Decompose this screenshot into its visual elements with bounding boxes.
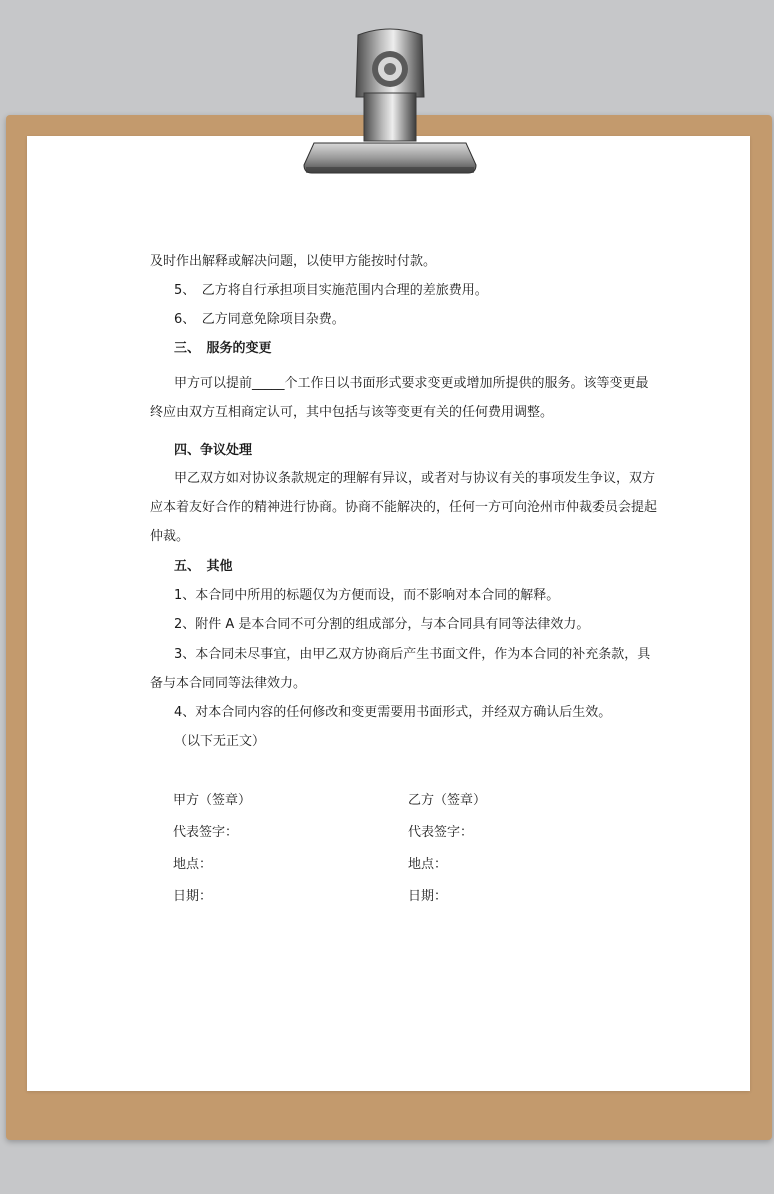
- doc-line: 仲裁。: [150, 529, 190, 544]
- party-b-seal-label: 乙方（签章）: [408, 793, 487, 808]
- party-a-date-label: 日期：: [173, 889, 213, 904]
- doc-line: 2、附件 A 是本合同不可分割的组成部分，与本合同具有同等法律效力。: [174, 617, 590, 632]
- doc-line: 应本着友好合作的精神进行协商。协商不能解决的，任何一方可向沧州市仲裁委员会提起: [150, 500, 658, 515]
- doc-line: 终应由双方互相商定认可，其中包括与该等变更有关的任何费用调整。: [150, 405, 554, 420]
- doc-line: 1、本合同中所用的标题仅为方便而设，而不影响对本合同的解释。: [174, 588, 560, 603]
- binder-clip-icon: [300, 27, 480, 177]
- party-a-place-label: 地点：: [173, 857, 213, 872]
- paper-sheet: [27, 136, 750, 1091]
- party-b-place-label: 地点：: [408, 857, 448, 872]
- doc-line: 及时作出解释或解决问题，以使甲方能按时付款。: [150, 254, 437, 269]
- doc-line: 甲方可以提前_____个工作日以书面形式要求变更或增加所提供的服务。该等变更最: [174, 376, 649, 391]
- party-b-rep-label: 代表签字：: [408, 825, 474, 840]
- doc-line: 3、本合同未尽事宜，由甲乙双方协商后产生书面文件，作为本合同的补充条款，具: [174, 647, 651, 662]
- doc-line: 甲乙双方如对协议条款规定的理解有异议，或者对与协议有关的事项发生争议，双方: [174, 471, 656, 486]
- doc-line: 备与本合同同等法律效力。: [150, 676, 307, 691]
- party-a-seal-label: 甲方（签章）: [173, 793, 252, 808]
- party-a-rep-label: 代表签字：: [173, 825, 239, 840]
- doc-line: 6、 乙方同意免除项目杂费。: [174, 312, 345, 327]
- doc-line: 5、 乙方将自行承担项目实施范围内合理的差旅费用。: [174, 283, 488, 298]
- section-heading: 五、 其他: [174, 559, 233, 574]
- doc-line: 4、对本合同内容的任何修改和变更需要用书面形式，并经双方确认后生效。: [174, 705, 612, 720]
- party-b-date-label: 日期：: [408, 889, 448, 904]
- section-heading: 三、 服务的变更: [174, 341, 272, 356]
- closing-note: （以下无正文）: [174, 734, 266, 749]
- section-heading: 四、争议处理: [174, 443, 253, 458]
